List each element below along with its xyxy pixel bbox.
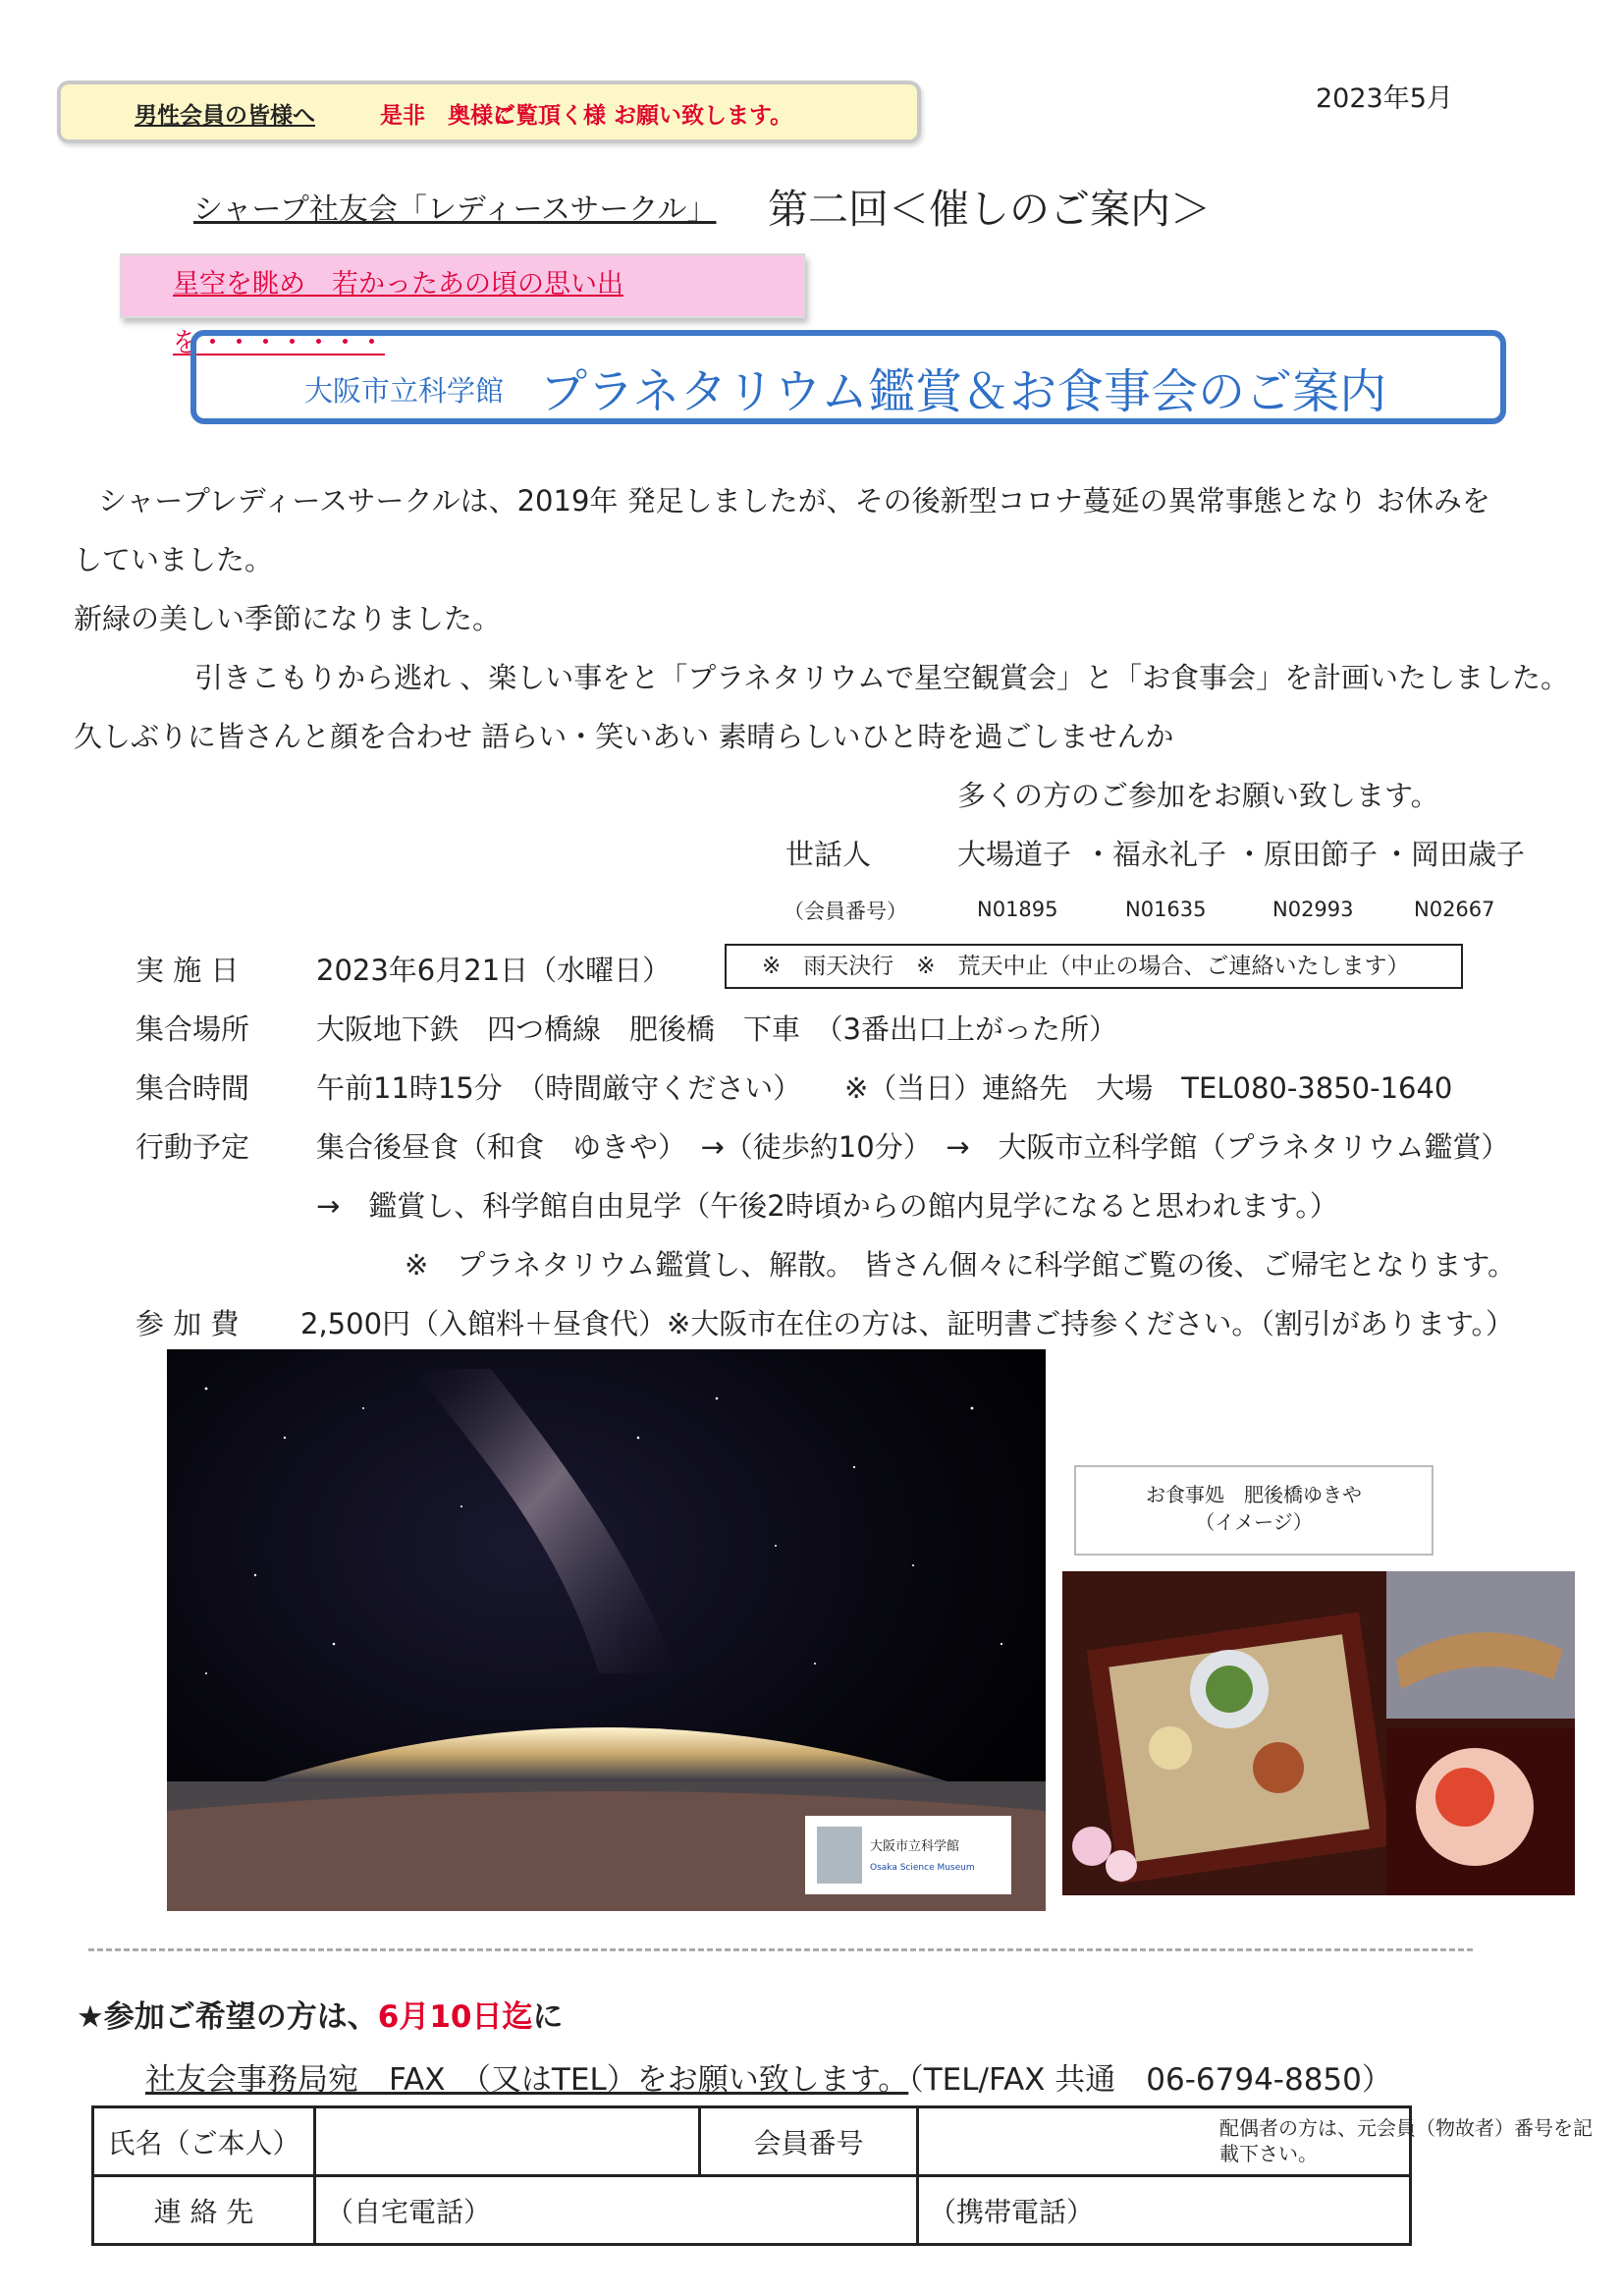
body-line-4: 引きこもりから逃れ 、楽しい事をと「プラネタリウムで星空観賞会」と「お食事会」を計画いたしました。 [194,661,1570,694]
plan-value-2: → 鑑賞し、科学館自由見学（午後2時頃からの館内見学になると思われます。） [316,1189,1338,1223]
issue-date: 2023年5月 [1316,83,1453,114]
apply-suffix: に [532,1999,564,2035]
body-line-2: していました。 [74,543,274,576]
restaurant-caption [1074,1465,1434,1556]
member-number-label: （会員番号） [784,900,907,923]
fee-label: 参 加 費 [135,1307,240,1340]
body-line-1: シャープレディースサークルは、2019年 発足しましたが、その後新型コロナ蔓延の異常事態となり お休みを [98,484,1490,518]
restaurant-photo [1062,1571,1575,1895]
spouse-note: 配偶者の方は、元会員（物故者）番号を記載下さい。 [1219,2116,1593,2165]
apply-deadline: 6月10日迄 [377,1999,533,2035]
notice-banner [57,81,921,143]
time-value: 午前11時15分 （時間厳守ください） [316,1071,802,1105]
plan-value-3: ※ プラネタリウム鑑賞し、解散。 皆さん個々に科学館ご覧の後、ご帰宅となります。 [405,1248,1517,1282]
notice-request-1: 是非 奥様に [380,103,515,129]
org-name: シャープ社友会「レディースサークル」 [193,192,717,227]
restaurant-caption-line1: お食事処 肥後橋ゆきや [1146,1483,1362,1506]
home-phone-label: （自宅電話） [326,2195,492,2228]
contact-label: 連 絡 先 [93,2176,315,2245]
apply-instruction [145,2054,1392,2099]
title-box [190,330,1506,424]
notice-request-2: ご覧頂く様 お願い致します。 [493,103,793,129]
date-value: 2023年6月21日（水曜日） [316,954,672,987]
organizer-no-4: N02667 [1414,898,1495,921]
date-label: 実 施 日 [135,954,240,987]
organizer-name-4: ・岡田歳子 [1382,838,1526,871]
body-line-3: 新緑の美しい季節になりました。 [74,602,502,635]
place-label: 集合場所 [135,1012,250,1046]
mobile-phone-field[interactable] [918,2176,1411,2245]
organizer-no-2: N01635 [1125,898,1207,921]
museum-logo-jp: 大阪市立科学館 [870,1839,960,1854]
home-phone-field[interactable] [315,2176,918,2245]
organizers-label: 世話人 [785,838,872,871]
planetarium-photo [167,1349,1046,1911]
title-main: プラネタリウム鑑賞＆お食事会のご案内 [540,364,1387,419]
organizer-name-1: 大場道子 [957,838,1072,871]
fee-value: 2,500円（入館料＋昼食代）※大阪市在住の方は、証明書ご持参ください。（割引があります。） [300,1307,1515,1340]
mobile-phone-label: （携帯電話） [929,2195,1095,2228]
body-line-6: 多くの方のご参加をお願い致します。 [957,779,1439,812]
organizer-name-3: ・原田節子 [1235,838,1379,871]
subtitle-text: 星空を眺め 若かったあの頃の思い出を・・・・・・・ [173,269,623,358]
restaurant-caption-line2: （イメージ） [1195,1510,1313,1534]
member-no-label: 会員番号 [700,2107,918,2176]
plan-value-1: 集合後昼食（和食 ゆきや） →（徒歩約10分） → 大阪市立科学館（プラネタリウム鑑賞） [316,1130,1510,1164]
plan-label: 行動予定 [135,1130,250,1164]
organizer-name-2: ・福永礼子 [1084,838,1227,871]
apply-fax-line: 社友会事務局宛 FAX （又はTEL）をお願い致します。 [145,2062,909,2098]
title-venue: 大阪市立科学館 [304,374,505,408]
subtitle-banner [120,253,805,358]
apply-phone: （TEL/FAX 共通 06-6794-8850） [908,2062,1392,2098]
weather-note: ※ 雨天決行 ※ 荒天中止（中止の場合、ご連絡いたします） [725,944,1463,989]
notice-recipient: 男性会員の皆様へ [135,103,315,129]
body-line-5: 久しぶりに皆さんと顔を合わせ 語らい・笑いあい 素晴らしいひと時を過ごしませんか [74,720,1174,753]
name-field[interactable] [315,2107,700,2176]
organizer-no-1: N01895 [977,898,1058,921]
museum-logo-en: Osaka Science Museum [870,1863,975,1873]
time-label: 集合時間 [135,1071,250,1105]
contact-value: ※（当日）連絡先 大場 TEL080-3850-1640 [844,1071,1453,1105]
event-heading: 第二回＜催しのご案内＞ [768,186,1211,233]
apply-prefix: ★参加ご希望の方は、 [77,1999,378,2035]
name-label: 氏名（ご本人） [93,2107,315,2176]
application-form [91,2105,1412,2246]
place-value: 大阪地下鉄 四つ橋線 肥後橋 下車 （3番出口上がった所） [316,1012,1117,1046]
apply-heading [77,1992,564,2036]
organizer-no-3: N02993 [1272,898,1354,921]
cut-line [88,1948,1473,1951]
